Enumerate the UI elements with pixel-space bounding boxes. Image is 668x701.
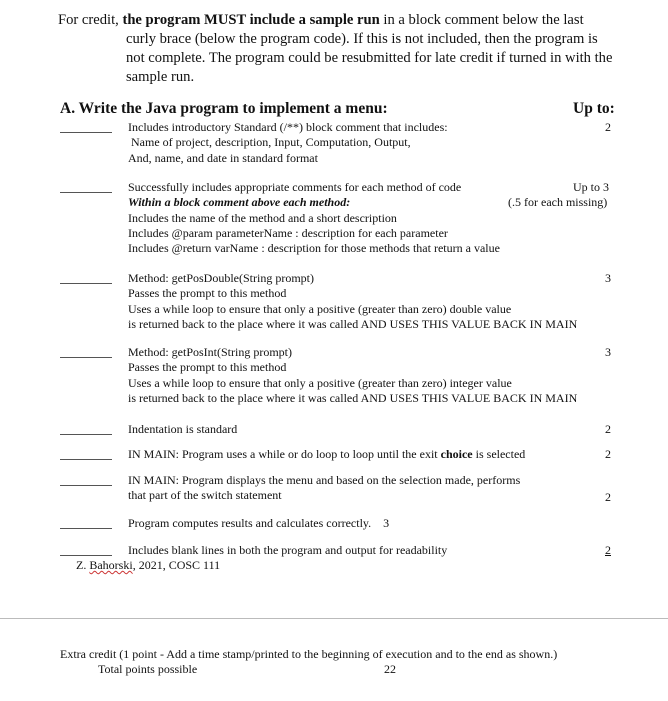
item-main-menu	[128, 473, 520, 504]
item-points: 3	[605, 271, 611, 285]
score-blank[interactable]	[60, 459, 112, 460]
score-blank[interactable]	[60, 283, 112, 284]
item-line: Passes the prompt to this method	[128, 286, 287, 301]
item-line: Includes @return varName : description for those methods that return a value	[128, 241, 500, 256]
item-line: Method: getPosInt(String prompt)	[128, 345, 292, 359]
item-line: Program computes results and calculates correctly.	[128, 516, 372, 530]
score-blank[interactable]	[60, 357, 112, 358]
item-points: 2	[605, 543, 611, 557]
score-blank[interactable]	[60, 434, 112, 435]
item-line: Successfully includes appropriate comments for each method of code	[128, 180, 462, 194]
item-points: 2	[605, 120, 611, 134]
item-line: Passes the prompt to this method	[128, 360, 287, 375]
item-line: is returned back to the place where it was called AND USES THIS VALUE BACK IN MAIN	[128, 390, 578, 405]
author-line	[76, 558, 220, 573]
item-line: IN MAIN: Program uses a while or do loop to loop until the exit	[128, 447, 441, 461]
intro-text: For credit,	[58, 12, 123, 28]
item-line: Uses a while loop to ensure that only a positive (greater than zero) double value	[128, 301, 512, 316]
intro-emphasis: the program MUST include a sample run	[122, 12, 380, 28]
extra-credit-text: Extra credit (1 point - Add a time stamp/printed to the beginning of execution and to the end as shown.)	[60, 647, 558, 661]
intro-line-4: sample run.	[126, 69, 195, 85]
item-line: is returned back to the place where it was called AND USES THIS VALUE BACK IN MAIN	[128, 316, 578, 331]
item-intro-comment	[128, 120, 448, 166]
item-main-loop	[128, 447, 525, 462]
item-line: Includes @param parameterName : description for each parameter	[128, 225, 448, 240]
intro-line-1	[58, 11, 643, 30]
total-points-value: 22	[384, 662, 396, 676]
score-blank[interactable]	[60, 192, 112, 193]
item-line: Includes introductory Standard (/**) block comment that includes:	[128, 120, 448, 134]
section-upto: Up to:	[573, 100, 615, 117]
item-points: 2	[605, 422, 611, 436]
item-blank-lines: Includes blank lines in both the program and output for readability	[128, 543, 448, 557]
item-line: And, name, and date in standard format	[128, 150, 318, 165]
item-line: is selected	[472, 447, 526, 461]
item-getposint	[128, 345, 577, 406]
item-line: that part of the switch statement	[128, 488, 282, 503]
item-points: 2	[605, 447, 611, 461]
item-line-bold: choice	[440, 447, 473, 461]
item-line: Name of project, description, Input, Computation, Output,	[131, 135, 411, 150]
score-blank[interactable]	[60, 485, 112, 486]
author-name: Bahorski	[89, 558, 133, 572]
intro-line-3: not complete. The program could be resubmitted for late credit if turned in with the	[126, 50, 613, 66]
item-points: Up to 3	[573, 180, 609, 194]
score-blank[interactable]	[60, 132, 112, 133]
intro-line-2: curly brace (below the program code). If this is not included, then the program is	[126, 31, 598, 47]
score-blank[interactable]	[60, 555, 112, 556]
item-getposdouble	[128, 271, 577, 332]
score-blank[interactable]	[60, 528, 112, 529]
item-points: 3	[383, 516, 390, 530]
section-title: A. Write the Java program to implement a menu:	[60, 100, 388, 117]
total-points-label: Total points possible	[98, 662, 198, 676]
item-line: IN MAIN: Program displays the menu and based on the selection made, performs	[128, 473, 521, 487]
item-line: Within a block comment above each method:	[128, 195, 351, 210]
item-line: Includes the name of the method and a short description	[128, 210, 397, 225]
intro-text: in a block comment below the last	[379, 12, 584, 28]
item-line: Uses a while loop to ensure that only a positive (greater than zero) integer value	[128, 375, 512, 390]
item-line: Method: getPosDouble(String prompt)	[128, 271, 314, 285]
author-text: Z.	[76, 558, 90, 572]
item-points-note: (.5 for each missing)	[508, 195, 608, 209]
item-points: 3	[605, 345, 611, 359]
item-indentation: Indentation is standard	[128, 422, 238, 436]
intro-paragraph	[58, 11, 643, 87]
item-points: 2	[605, 490, 611, 504]
author-text: , 2021, COSC 111	[132, 558, 221, 572]
item-computes	[128, 516, 389, 531]
item-method-comments	[128, 180, 500, 256]
